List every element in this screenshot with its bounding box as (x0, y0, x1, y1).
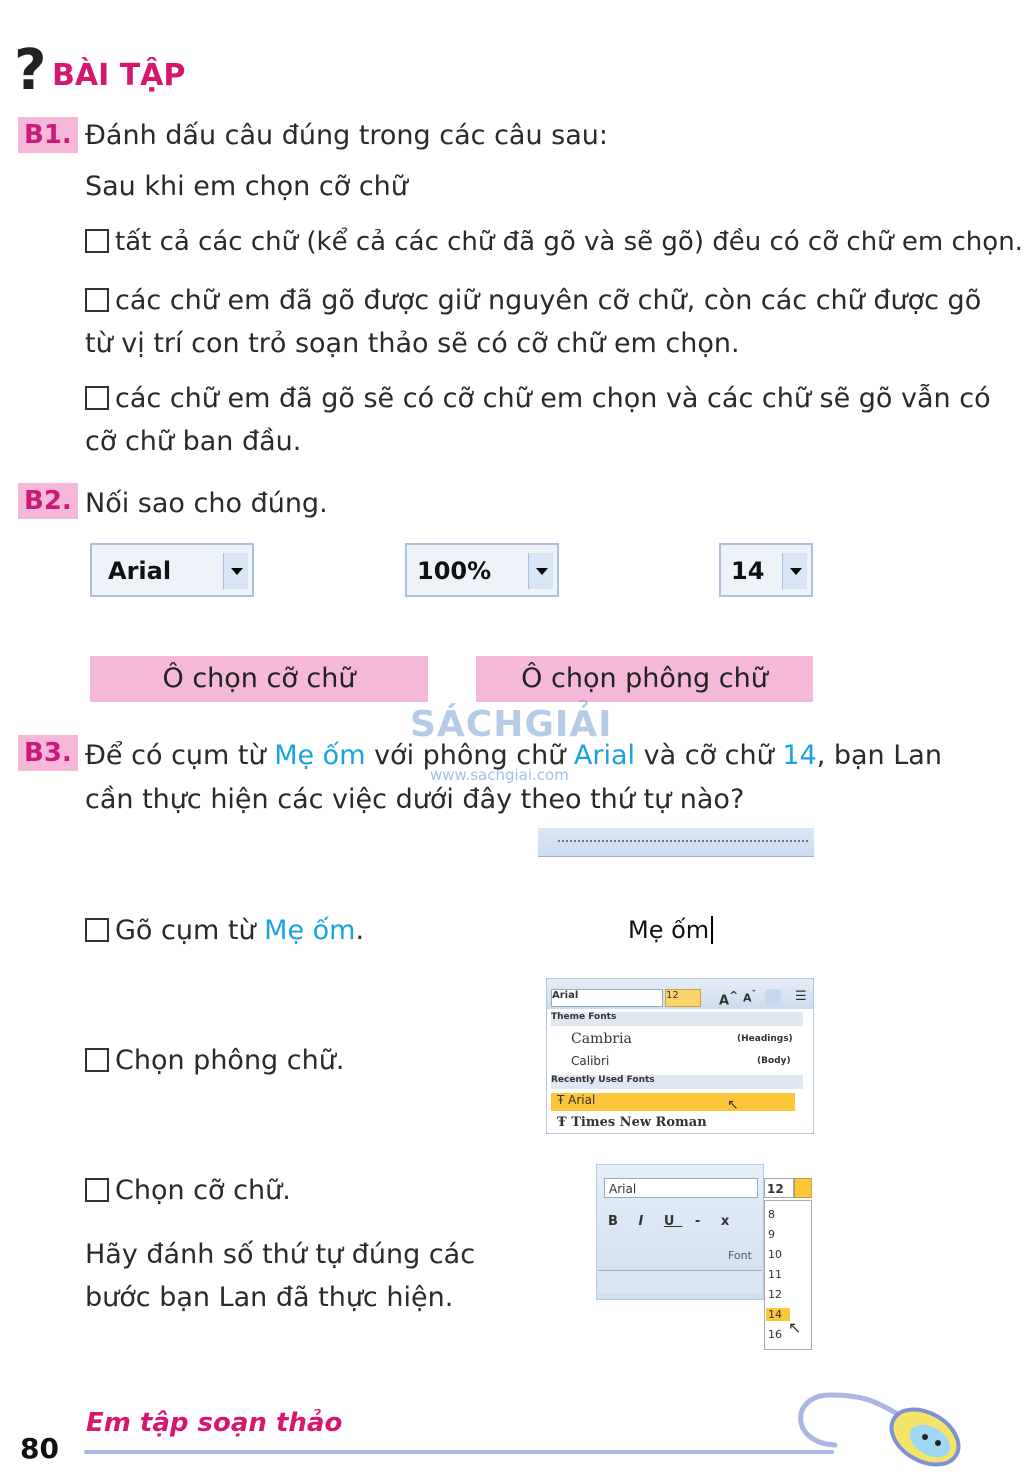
document-screenshot (538, 828, 814, 970)
mouse-cable (801, 1395, 900, 1445)
size-dropdown-arrow[interactable] (794, 1178, 812, 1198)
checkbox[interactable] (85, 288, 109, 312)
checkbox[interactable] (85, 386, 109, 410)
grow-font-icon[interactable]: A^ (719, 989, 739, 1009)
theme-fonts-header: Theme Fonts (551, 1012, 803, 1026)
font-group-label: Font (728, 1249, 752, 1262)
b2-prompt: Nối sao cho đúng. (85, 488, 328, 519)
recent-fonts-header: Recently Used Fonts (551, 1075, 803, 1089)
checkbox[interactable] (85, 918, 109, 942)
font-item-times[interactable]: Ŧ Times New Roman (557, 1115, 707, 1130)
size-option-8[interactable]: 8 (768, 1208, 775, 1221)
size-option-12[interactable]: 12 (768, 1288, 782, 1301)
page-number: 80 (20, 1432, 59, 1465)
b3-step-type: Gõ cụm từ Mẹ ốm. (85, 909, 364, 952)
cursor-icon: ↖ (727, 1097, 739, 1113)
b3-step-size: Chọn cỡ chữ. (85, 1169, 291, 1212)
watermark-url: www.sachgiai.com (430, 766, 569, 784)
watermark-brand: SÁCHGIẢI (410, 704, 613, 745)
font-name-box[interactable]: Arial (604, 1178, 758, 1198)
size-option-16[interactable]: 16 (768, 1328, 782, 1341)
checkbox[interactable] (85, 1178, 109, 1202)
b3-question-line1: Để có cụm từ Mẹ ốm với phông chữ Arial và cỡ chữ 14, bạn Lan (85, 740, 942, 771)
font-dropdown[interactable]: Arial (90, 543, 254, 597)
question-icon: ? (14, 38, 47, 103)
clear-format-icon[interactable] (765, 989, 781, 1005)
b1-label: B1. (18, 117, 78, 153)
b3-closing-1: Hãy đánh số thứ tự đúng các (85, 1239, 476, 1270)
font-size-box[interactable]: 12 (665, 989, 701, 1007)
font-item-calibri-tag: (Body) (757, 1056, 791, 1066)
section-title: BÀI TẬP (52, 58, 186, 93)
zoom-dropdown[interactable]: 100% (405, 543, 559, 597)
checkbox[interactable] (85, 1048, 109, 1072)
b2-label: B2. (18, 483, 78, 519)
b3-step-font: Chọn phông chữ. (85, 1039, 344, 1082)
b1-option-3-cont: cỡ chữ ban đầu. (85, 426, 302, 457)
shrink-font-icon[interactable]: $A^ˇ$ (743, 989, 757, 1005)
checkbox[interactable] (85, 229, 109, 253)
chevron-down-icon (782, 553, 807, 589)
mouse-eye (922, 1434, 928, 1440)
font-dropdown-screenshot (546, 978, 814, 1134)
chevron-down-icon (223, 553, 248, 589)
format-buttons[interactable]: B I U - x (608, 1214, 738, 1229)
cursor-icon: ↖ (788, 1318, 802, 1337)
b1-option-1: tất cả các chữ (kể cả các chữ đã gõ và sẽ gõ) đều có cỡ chữ em chọn. (85, 222, 1023, 264)
b3-closing-2: bước bạn Lan đã thực hiện. (85, 1282, 454, 1313)
chevron-down-icon (528, 553, 553, 589)
b1-prompt: Đánh dấu câu đúng trong các câu sau: (85, 120, 608, 151)
b3-question-line2: cần thực hiện các việc dưới đây theo thứ tự nào? (85, 784, 745, 815)
font-item-cambria-tag: (Headings) (737, 1034, 793, 1044)
b1-option-2: các chữ em đã gõ được giữ nguyên cỡ chữ, còn các chữ được gõ (85, 279, 981, 322)
b1-option-3: các chữ em đã gõ sẽ có cỡ chữ em chọn và các chữ sẽ gõ vẫn có (85, 377, 991, 420)
font-name-box[interactable]: Arial (551, 989, 663, 1007)
font-item-cambria[interactable]: Cambria (571, 1031, 632, 1047)
b3-label: B3. (18, 735, 78, 771)
size-option-11[interactable]: 11 (768, 1268, 782, 1281)
font-box-label: Ô chọn phông chữ (476, 656, 813, 702)
computer-mouse-icon (790, 1385, 970, 1475)
footer-title: Em tập soạn thảo (86, 1408, 343, 1438)
document-text: Mẹ ốm (628, 916, 713, 944)
b1-option-2-cont: từ vị trí con trỏ soạn thảo sẽ có cỡ chữ em chọn. (85, 328, 740, 359)
size-option-14[interactable]: 14 (766, 1308, 790, 1321)
mini-ruler (598, 1270, 762, 1293)
size-dropdown[interactable]: 14 (719, 543, 813, 597)
size-option-10[interactable]: 10 (768, 1248, 782, 1261)
b1-sub: Sau khi em chọn cỡ chữ (85, 171, 408, 202)
font-size-box[interactable]: 12 (764, 1178, 794, 1198)
font-item-arial[interactable]: Ŧ Arial (551, 1093, 795, 1111)
list-icon[interactable]: ☰ (795, 989, 807, 1004)
mouse-eye (935, 1440, 941, 1446)
size-option-9[interactable]: 9 (768, 1228, 775, 1241)
size-dropdown-screenshot (596, 1164, 814, 1350)
ruler-ticks (558, 840, 808, 844)
footer-rule (84, 1450, 834, 1454)
font-item-calibri[interactable]: Calibri (571, 1054, 610, 1068)
font-size-box-label: Ô chọn cỡ chữ (90, 656, 428, 702)
